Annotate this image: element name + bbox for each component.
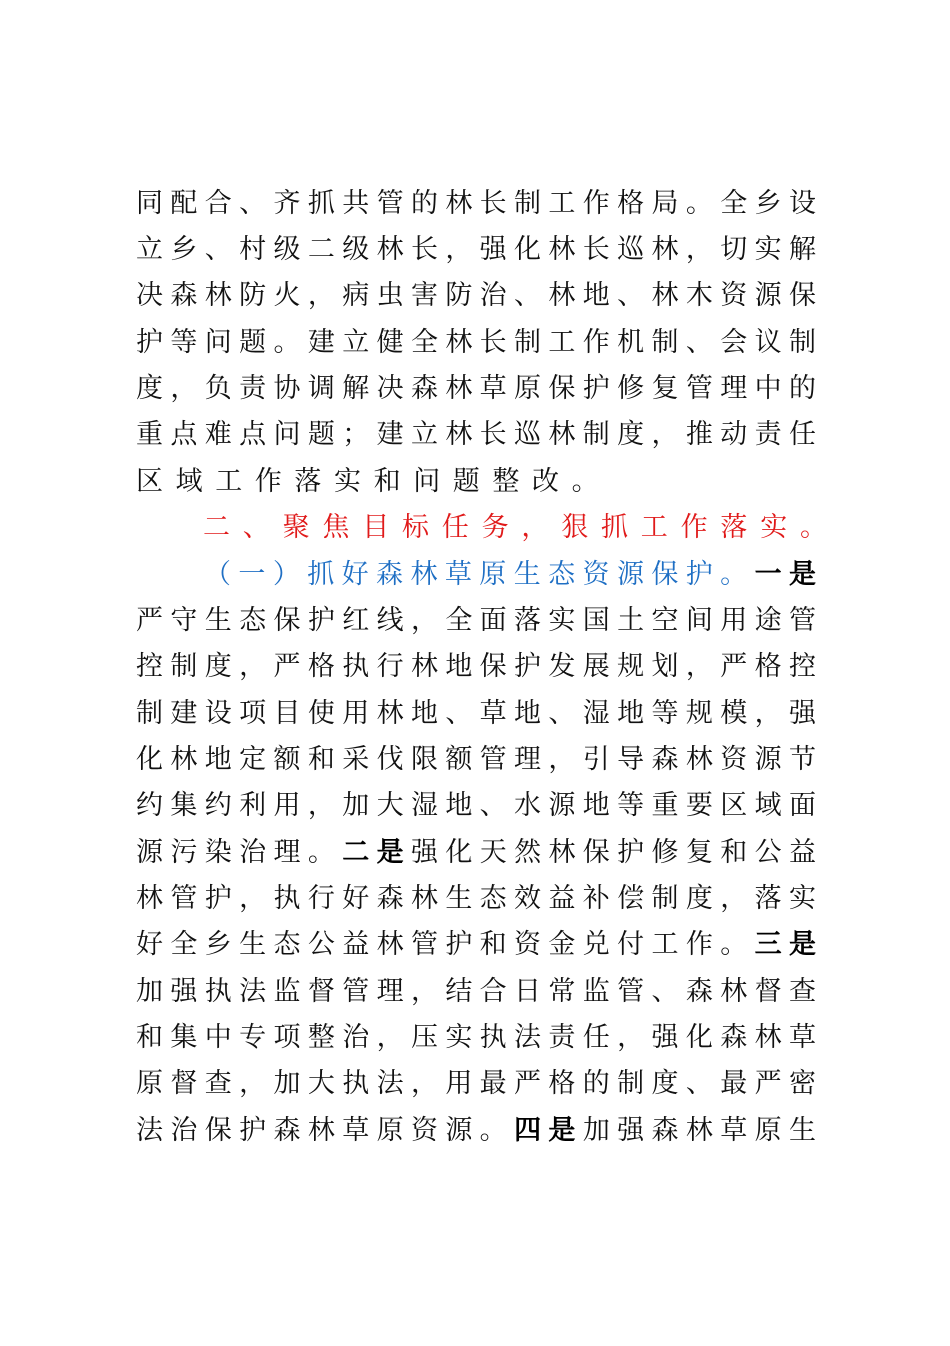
paragraph-line: 同配合、齐抓共管的林长制工作格局。全乡设 bbox=[136, 188, 816, 219]
section-heading: 二、聚焦目标任务，狠抓工作落实。 bbox=[203, 512, 840, 543]
text-segment: 加强森林草原生 bbox=[582, 1115, 817, 1146]
paragraph-line: 加强执法监督管理，结合日常监管、森林督查 bbox=[136, 976, 816, 1007]
paragraph-line: 护等问题。建立健全林长制工作机制、会议制 bbox=[136, 327, 816, 358]
subsection-title: （一）抓好森林草原生态资源保护。 bbox=[204, 559, 755, 590]
text-segment: 源污染治理。 bbox=[136, 837, 343, 868]
point-marker: 一是 bbox=[754, 559, 817, 590]
paragraph-line: 区域工作落实和问题整改。 bbox=[136, 466, 612, 497]
paragraph-line: 控制度，严格执行林地保护发展规划，严格控 bbox=[136, 651, 816, 682]
paragraph-line bbox=[136, 1108, 816, 1154]
paragraph-line: 度，负责协调解决森林草原保护修复管理中的 bbox=[136, 373, 816, 404]
paragraph-line: 决森林防火，病虫害防治、林地、林木资源保 bbox=[136, 280, 816, 311]
paragraph-line: 制建设项目使用林地、草地、湿地等规模，强 bbox=[136, 698, 816, 729]
text-segment: 法治保护森林草原资源。 bbox=[136, 1115, 515, 1146]
paragraph-line: 化林地定额和采伐限额管理，引导森林资源节 bbox=[136, 744, 816, 775]
paragraph-line bbox=[136, 830, 816, 876]
paragraph-line: 原督查，加大执法，用最严格的制度、最严密 bbox=[136, 1068, 816, 1099]
text-segment: 好全乡生态公益林管护和资金兑付工作。 bbox=[136, 929, 755, 960]
paragraph-line bbox=[136, 922, 816, 968]
paragraph-line: 和集中专项整治，压实执法责任，强化森林草 bbox=[136, 1022, 816, 1053]
paragraph-line: 严守生态保护红线，全面落实国土空间用途管 bbox=[136, 605, 816, 636]
paragraph-line: 约集约利用，加大湿地、水源地等重要区域面 bbox=[136, 790, 816, 821]
text-segment: 强化天然林保护修复和公益 bbox=[410, 837, 817, 868]
subsection-line bbox=[204, 552, 816, 598]
paragraph-line: 林管护，执行好森林生态效益补偿制度，落实 bbox=[136, 883, 816, 914]
point-marker: 三是 bbox=[754, 929, 817, 960]
paragraph-line: 重点难点问题；建立林长巡林制度，推动责任 bbox=[136, 419, 816, 450]
paragraph-line: 立乡、村级二级林长，强化林长巡林，切实解 bbox=[136, 234, 816, 265]
point-marker: 二是 bbox=[342, 837, 411, 868]
point-marker: 四是 bbox=[514, 1115, 583, 1146]
